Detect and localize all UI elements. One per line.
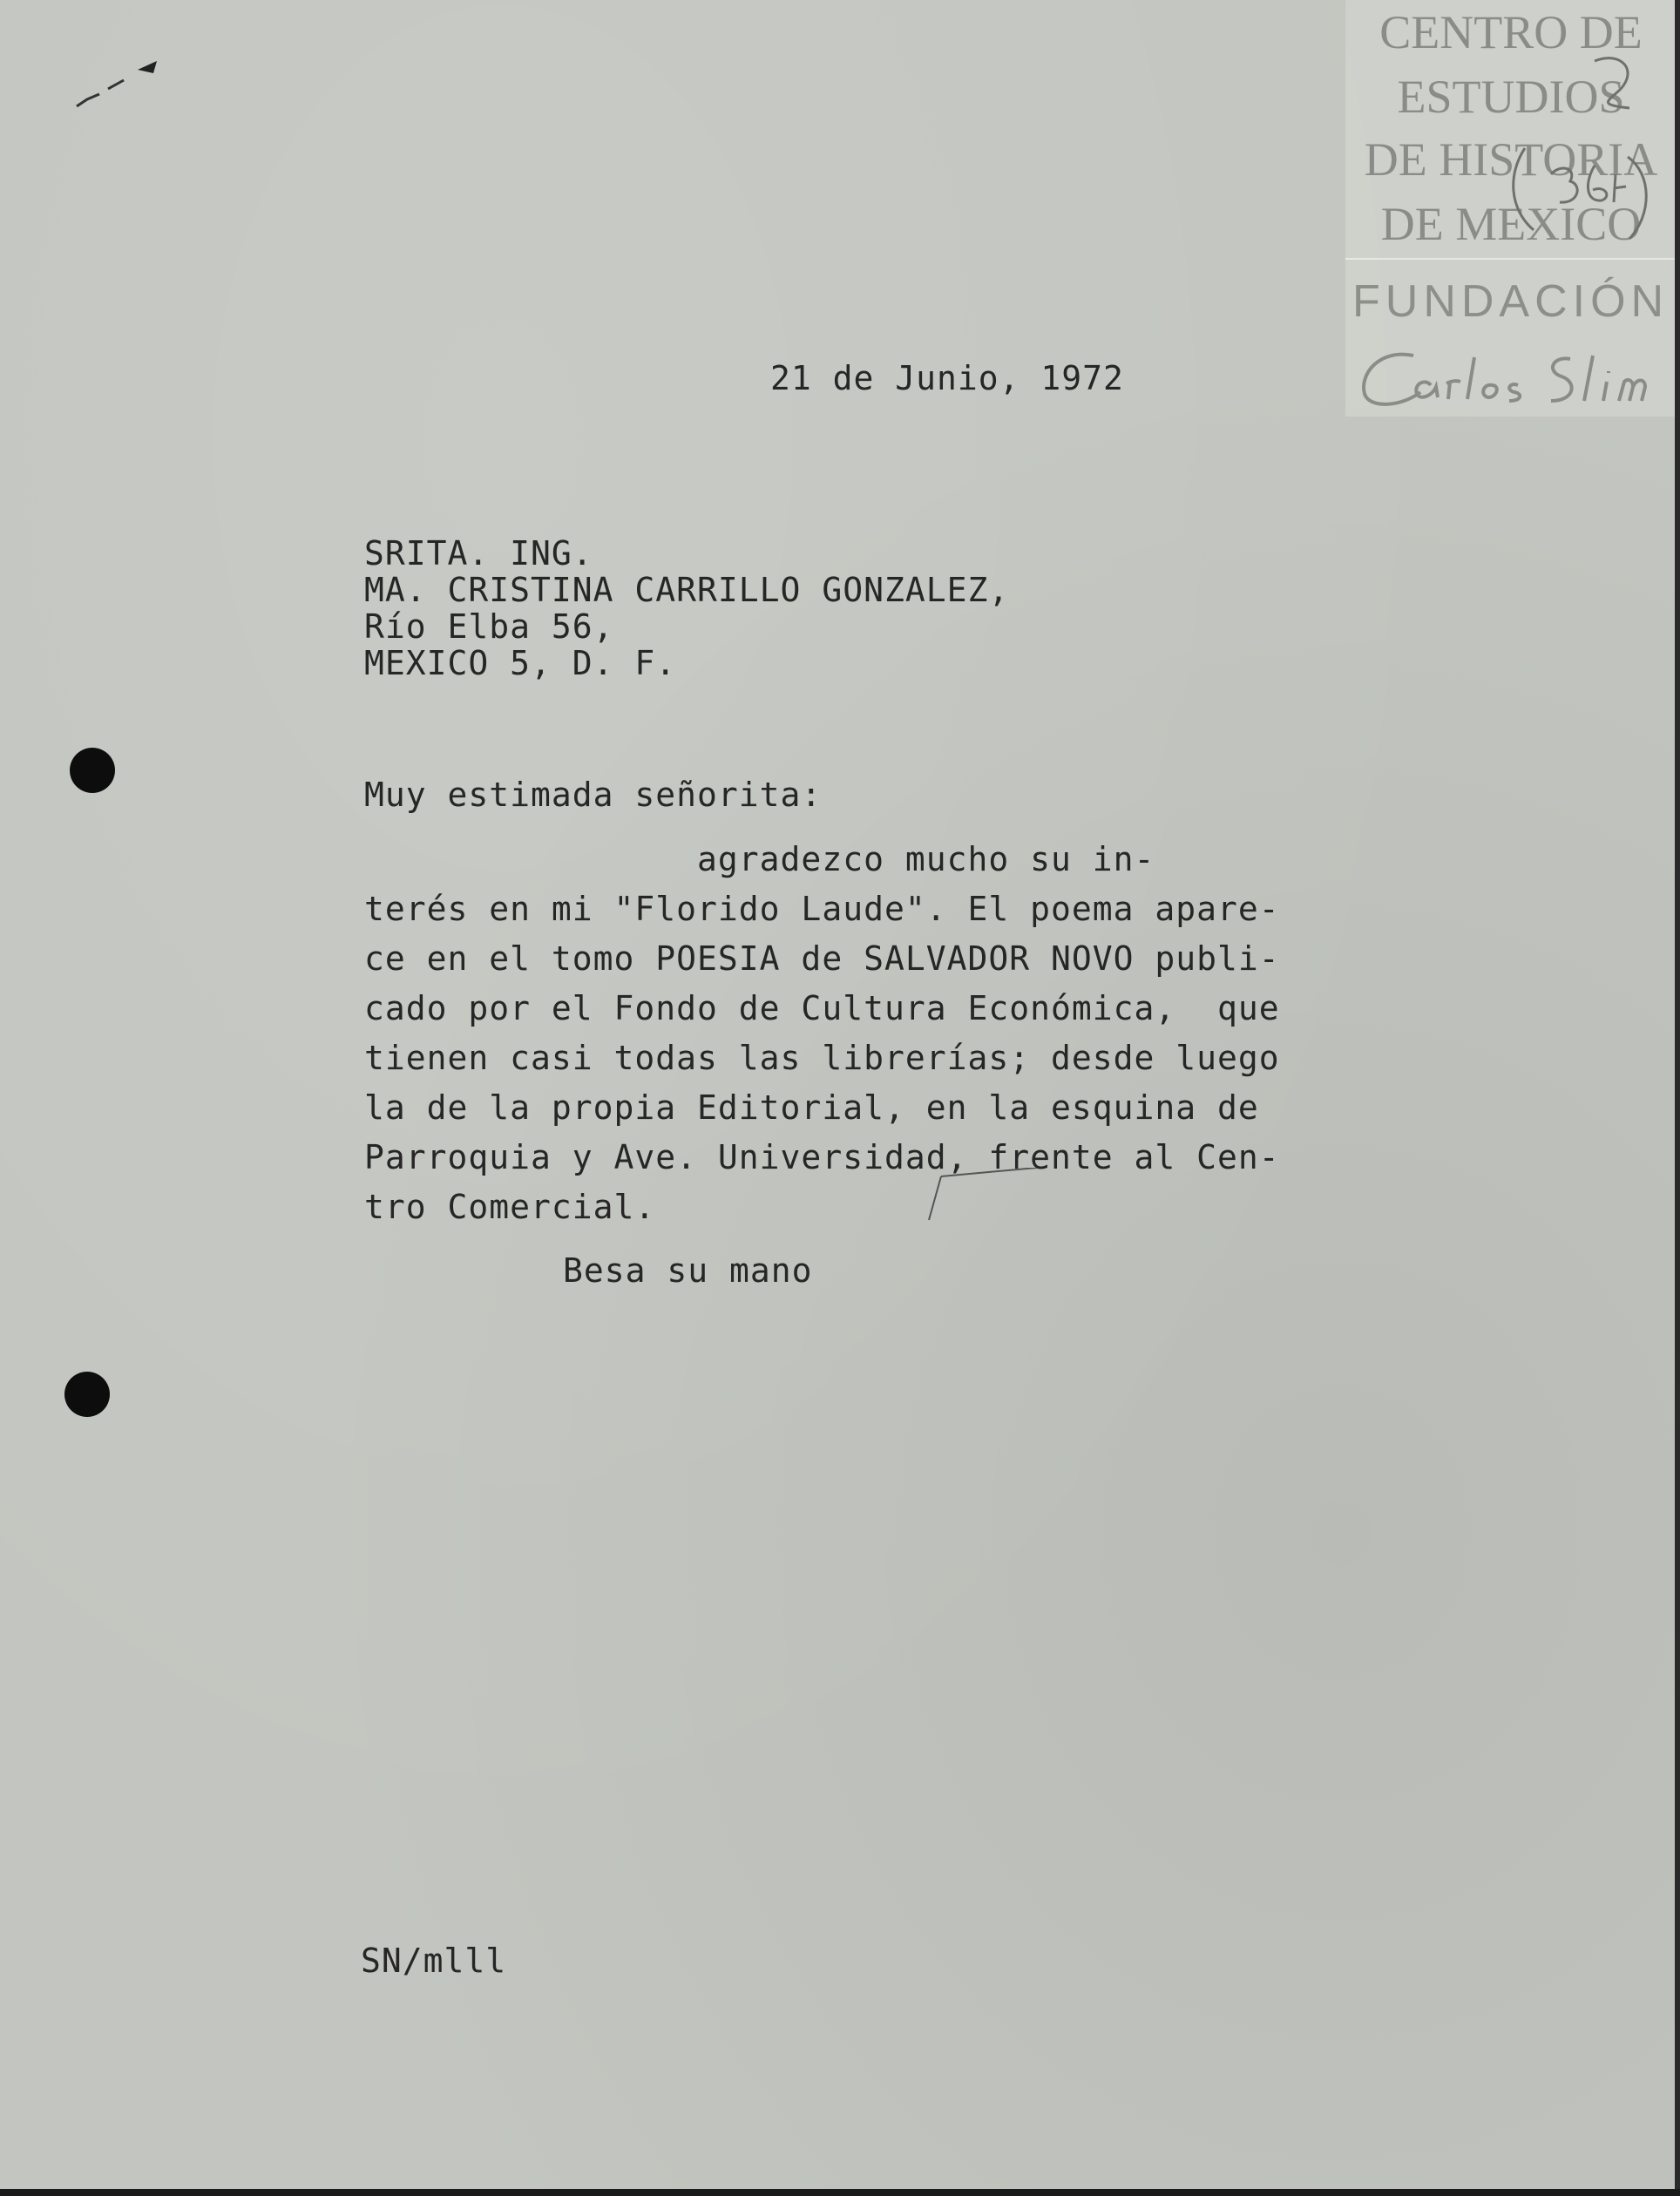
recipient-line-3: Río Elba 56, — [364, 607, 614, 646]
reference-initials: SN/mlll — [361, 1942, 507, 1980]
closing: Besa su mano — [563, 1251, 813, 1290]
stamp-line-4: DE MEXICO — [1380, 198, 1642, 250]
handwritten-annotation — [1499, 44, 1656, 261]
body-line: tienen casi todas las librerías; desde luego — [364, 1039, 1280, 1077]
letter-body — [364, 835, 1280, 1232]
recipient-line-4: MEXICO 5, D. F. — [364, 644, 677, 682]
foundation-label: FUNDACIÓN — [1352, 276, 1670, 327]
recipient-line-1: SRITA. ING. — [364, 534, 593, 573]
pen-stroke — [924, 1168, 1046, 1229]
punch-hole-bottom — [64, 1372, 110, 1417]
body-line: ce en el tomo POESIA de SALVADOR NOVO publi- — [364, 939, 1280, 978]
recipient-line-2: MA. CRISTINA CARRILLO GONZALEZ, — [364, 571, 1010, 609]
stamp-line-1: CENTRO DE — [1379, 6, 1643, 58]
body-line: agradezco mucho su in- — [364, 840, 1155, 878]
body-line: tro Comercial. — [364, 1188, 656, 1226]
recipient-address — [364, 535, 1009, 681]
ink-marks — [70, 35, 174, 113]
stamp-line-3: DE HISTORIA — [1364, 133, 1658, 186]
letter-date: 21 de Junio, 1972 — [770, 359, 1124, 397]
scan-edge-right — [1675, 0, 1680, 2189]
body-line: la de la propia Editorial, en la esquina de — [364, 1088, 1259, 1127]
body-line: Parroquia y Ave. Universidad, frente al Cen- — [364, 1138, 1280, 1176]
body-line: cado por el Fondo de Cultura Económica, que — [364, 989, 1280, 1027]
body-line: terés en mi "Florido Laude". El poema apare- — [364, 890, 1280, 928]
stamp-line-2: ESTUDIOS — [1397, 71, 1625, 123]
punch-hole-top — [70, 748, 115, 793]
scan-edge-bottom — [0, 2189, 1680, 2196]
greeting: Muy estimada señorita: — [364, 776, 823, 814]
signature-logo — [1352, 340, 1675, 418]
